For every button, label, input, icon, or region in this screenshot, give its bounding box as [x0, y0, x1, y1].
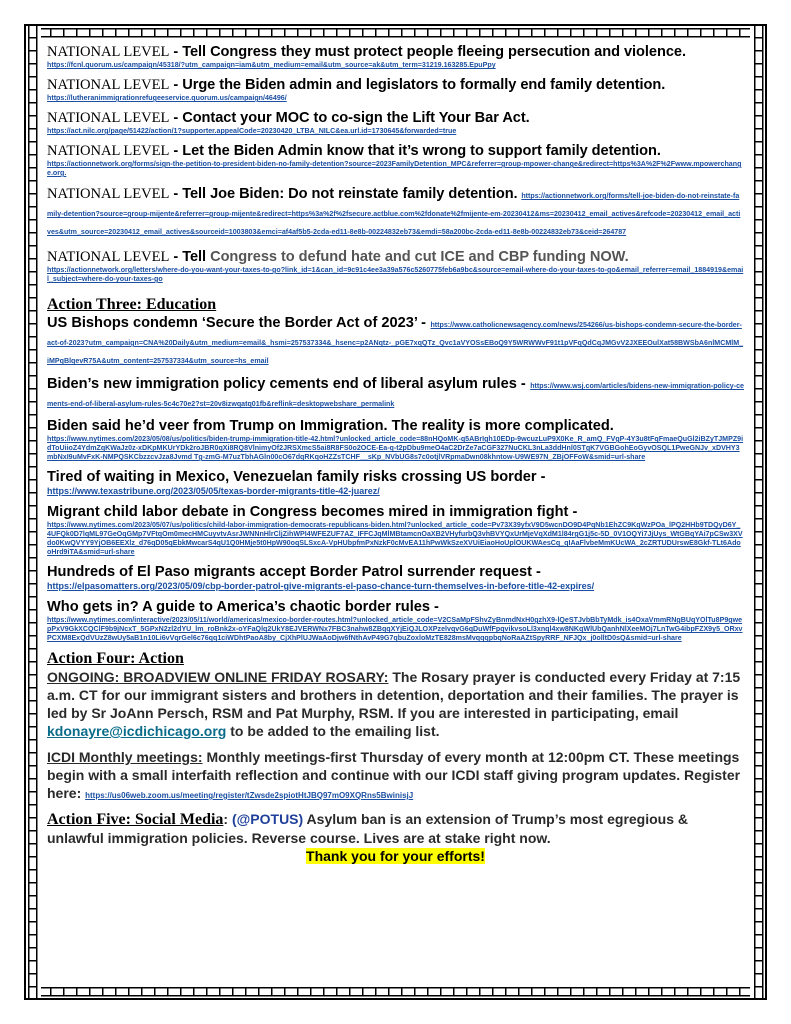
news-item [47, 469, 744, 497]
national-headline: Let the Biden Admin know that it’s wrong to support family detention. [182, 143, 661, 159]
national-headline: Urge the Biden admin and legislators to formally end family detention. [182, 77, 666, 93]
national-label: NATIONAL LEVEL [47, 110, 170, 126]
register-link[interactable]: https://us06web.zoom.us/meeting/register/tZwsde2spiotHtJBQ97mO9XQRns5BwinisjJ [85, 791, 414, 800]
news-item [47, 375, 744, 411]
news-link[interactable]: https://www.texastribune.org/2023/05/05/texas-border-migrants-title-42-juarez/ [47, 486, 380, 496]
news-link[interactable]: https://www.nytimes.com/2023/05/07/us/politics/child-labor-immigration-democrats-republicans-biden.html?unlocked_article_code=Pv73X39yfxV9D5wcnDO9D4PqNb1EhZC9KqWzPOa_lPQ2HHb9TDQyD6Y_4UFQk0D7lqML97GeOqGMp7VFtqOm0mecHMCuyvtvAsrJWNNnHlrCljZihWPI4WFEZUF7AZ_IFFCJqMlMBtamcnOaXB2VHyfurbQ3vhBVYQxUrMjeVqXdM1l84rgG1j5c-5D_0V1OQYi7JjUys_WtGBqYAi7pCSw3XVdo0KwQVYY9YjOB6EEXlz_d76qD05qEbkMwcarS4qU1Q0HMje5t0HpW90oqSLSxcA-VpHUbpfmPxNzkF0cMvEA11hPwWkSzeXVUiEiaoHoUplOUKWAesCq_qIAaFlvbeMmKUcWA_2cZRTUDUrswE8Gkf-TLt6AdooHrd9iTA&smid=url-share [47, 521, 743, 556]
flyer-content [47, 44, 744, 982]
national-headline: Congress to defund hate and cut ICE and CBP funding NOW. [210, 249, 629, 265]
news-link[interactable]: https://www.wsj.com/articles/bidens-new-immigration-policy-cements-end-of-liberal-asylum-rules-5c4c70e2?st=20v8izwqatq01fb&reflink=desktopwebshare_permalink [47, 382, 744, 408]
news-item [47, 564, 744, 592]
news-item [47, 314, 744, 368]
section-heading-social: Action Five: Social Media [47, 811, 224, 828]
icdi-paragraph: ICDI Monthly meetings: Monthly meetings-first Thursday of every month at 12:00pm CT. These meetings begin with a small interfaith reflection and continue with our ICDI staff giving program updates. Register here: https://us06web.zoom.us/meeting/register/tZwsde2spiotHtJBQ97mO9XQRns5BwinisjJ [47, 749, 741, 801]
thanks-line [47, 848, 744, 865]
news-headline: Tired of waiting in Mexico, Venezuelan family risks crossing US border - [47, 469, 546, 485]
news-headline: US Bishops condemn ‘Secure the Border Act of 2023’ - [47, 315, 426, 331]
news-headline: Who gets in? A guide to America’s chaotic border rules - [47, 599, 439, 615]
rosary-label: ONGOING: BROADVIEW ONLINE FRIDAY ROSARY: [47, 669, 389, 685]
national-item: NATIONAL LEVEL - Urge the Biden admin and legislators to formally end family detention. https://lutheranimmigrationrefugeeservice.quorum.us/campaign/46496/ [47, 77, 744, 103]
national-headline: Contact your MOC to co-sign the Lift Your Bar Act. [182, 110, 530, 126]
national-label: NATIONAL LEVEL [47, 143, 170, 159]
national-item: NATIONAL LEVEL - Tell Congress to defund hate and cut ICE and CBP funding NOW. https://actionnetwork.org/letters/where-do-you-want-your-taxes-to-go?link_id=1&can_id=9c91c4ee3a39a576c5260775feb6a9bc&source=email-where-do-your-taxes-to-go&email_referrer=email_1884919&email_subject=where-do-your-taxes-go [47, 249, 744, 283]
national-label: NATIONAL LEVEL [47, 44, 170, 60]
rosary-paragraph: ONGOING: BROADVIEW ONLINE FRIDAY ROSARY: The Rosary prayer is conducted every Friday at 7:15 a.m. CT for our immigrant sisters and brothers in detention, deportation and their families. The prayer is led by Sr JoAnn Persch, RSM and Pat Murphy, RSM. If you are interested in participating, email kdonayre@icdichicago.org to be added to the emailing list. [47, 669, 741, 739]
national-link[interactable]: https://act.nilc.org/page/51422/action/1?supporter.appealCode=20230420_LTBA_NILC&ea.url.id=1730645&forwarded=true [47, 127, 457, 135]
news-item [47, 599, 744, 643]
news-headline: Hundreds of El Paso migrants accept Border Patrol surrender request - [47, 564, 541, 580]
national-link[interactable]: https://fcnl.quorum.us/campaign/45318/?utm_campaign=iam&utm_medium=email&utm_source=ak&utm_term=31219.163285.EpuPpy [47, 61, 496, 69]
potus-handle: (@POTUS) [228, 811, 304, 827]
national-link[interactable]: https://actionnetwork.org/forms/tell-joe-biden-do-not-reinstate-family-detention?source=group-mijente&referrer=group-mijente&redirect=https%3a%2f%2fsecure.actblue.com%2fdonate%2fmijente-em-20230412&ms=20230412_email_actives&refcode=20230412_email_actives&utm_source=20230412_email_actives&sourceid=1003803&emci=af4af5b5-2cda-ed11-8e8b-00224832eb73&emdi=58a200bc-2cda-ed11-8e8b-00224832eb73&ceid=264787 [47, 192, 741, 236]
news-link[interactable]: https://www.nytimes.com/interactive/2023/05/11/world/americas/mexico-border-routes.html?unlocked_article_code=V2CSaMpFShvZyBnmdNxH0gzhX9-lQeSTJvbBbTyMdk_is4OxaVmmRNgBUqYOlTu8P9gwepPxV9GkXCQClF9b9jNcxT_5GPxN2zl2dYU_lm_roBnk2x-oYFaQlq2UkY8EJVERWNx7FBC3nahw8ZBqqXYjEiQJLOXPzelvqvG6qDuWfFpqvikvsoLl3xnql4xw8NKqWlUbQanhNlXeeMOj7LnTwG4ibpFZX9y5_ORxvPCXM8ExQdVUzZ8wUy5aB1n10Li6vVqrGel6c76qq1ciWDhtPaoA8by_CjXhPlUJWaAoDjw6fNthAvP49G7qbuZoxloMzTE828msMvqqqpbqNoRaAZtSpyRRF_NFJQx_j0olltD0sQ&smid=url-share [47, 616, 743, 642]
news-link[interactable]: https://elpasomatters.org/2023/05/09/cbp-border-patrol-give-migrants-el-paso-chance-turn-themselves-in-before-title-42-expires/ [47, 581, 595, 591]
news-headline: Biden’s new immigration policy cements end of liberal asylum rules - [47, 376, 526, 392]
section-heading-education: Action Three: Education [47, 296, 217, 313]
national-item: NATIONAL LEVEL - Contact your MOC to co-sign the Lift Your Bar Act. https://act.nilc.org/page/51422/action/1?supporter.appealCode=20230420_LTBA_NILC&ea.url.id=1730645&forwarded=true [47, 110, 744, 136]
national-link[interactable]: https://actionnetwork.org/letters/where-do-you-want-your-taxes-to-go?link_id=1&can_id=9c91c4ee3a39a576c5260775feb6a9bc&source=email-where-do-your-taxes-to-go&email_referrer=email_1884919&email_subject=where-do-your-taxes-go [47, 266, 744, 283]
national-item: NATIONAL LEVEL - Tell Congress they must protect people fleeing persecution and violence. https://fcnl.quorum.us/campaign/45318/?utm_campaign=iam&utm_medium=email&utm_source=ak&utm_term=31219.163285.EpuPpy [47, 44, 744, 70]
national-link[interactable]: https://actionnetwork.org/forms/sign-the-petition-to-president-biden-no-family-detention?source=2023FamilyDetention_MPC&referrer=group-mpower-change&redirect=https%3A%2F%2Fwww.mpowerchange.org. [47, 160, 742, 177]
news-item [47, 418, 744, 462]
national-item: NATIONAL LEVEL - Let the Biden Admin know that it’s wrong to support family detention. https://actionnetwork.org/forms/sign-the-petition-to-president-biden-no-family-detention?source=2023FamilyDetention_MPC&referrer=group-mpower-change&redirect=https%3A%2F%2Fwww.mpowerchange.org. [47, 143, 744, 178]
news-headline: Migrant child labor debate in Congress becomes mired in immigration fight - [47, 504, 578, 520]
section-heading-action: Action Four: Action [47, 650, 184, 667]
icdi-label: ICDI Monthly meetings: [47, 749, 203, 765]
national-link[interactable]: https://lutheranimmigrationrefugeeservice.quorum.us/campaign/46496/ [47, 94, 287, 102]
email-link[interactable]: kdonayre@icdichicago.org [47, 723, 227, 739]
thanks-text: Thank you for your efforts! [306, 848, 485, 864]
national-item: NATIONAL LEVEL - Tell Joe Biden: Do not reinstate family detention. https://actionnetwork.org/forms/tell-joe-biden-do-not-reinstate-family-detention?source=group-mijente&referrer=group-mijente&redirect=https%3a%2f%2fsecure.actblue.com%2fdonate%2fmijente-em-20230412&ms=20230412_email_actives&refcode=20230412_email_actives&utm_source=20230412_email_actives&sourceid=1003803&emci=af4af5b5-2cda-ed11-8e8b-00224832eb73&emdi=58a200bc-2cda-ed11-8e8b-00224832eb73&ceid=264787 [47, 185, 741, 236]
national-label: NATIONAL LEVEL [47, 186, 170, 202]
national-label: NATIONAL LEVEL [47, 249, 170, 265]
news-item [47, 504, 744, 557]
news-link[interactable]: https://www.nytimes.com/2023/05/08/us/politics/biden-trump-immigration-title-42.html?unlocked_article_code=88nHQoMK-q5ABrIgh10EDp-9wcuzLuP9X0Ke_R_amQ_FVgP-4Y3u8tFqFmaeQuGl2iBZyTJMPZ9idToUiioZ4YdmZqKWaJz0z-xDKpMKUrYDk2roJBR0qXi8RQ8VlnimyOf2JRSXmcS5ai8R8FS0o2OCE-Ea-q-t2pDbu9meO4aC2DrZe7aCGF327NuCKL3nLa3ddHnl0STgK7VGBGohEoGyvOSQL1PweGNJv_xDVHY3mbNxI9uMvFxK-NMPQSKCbzzcvJza8Jvmd Tg-zmG-M7uzTbhAGln00cO67dqRKqoHZZsTCHF__sKp_NVbUG8s7c0otjlVRpmaDwn08khntow-U9WE97N_ZBjOFFoW&smid=url-share [47, 435, 744, 461]
national-label: NATIONAL LEVEL [47, 77, 170, 93]
national-headline: Tell Joe Biden: Do not reinstate family detention [182, 186, 514, 202]
news-link[interactable]: https://www.catholicnewsagency.com/news/254266/us-bishops-condemn-secure-the-border-act-of-2023?utm_campaign=CNA%20Daily&utm_medium=email&_hsmi=257537334&_hsenc=p2ANqtz-_pGE7xqQTz_Qvc1aVYOSsEBoQ9Y5WRWWvF91t1pVFqQdCqJMGvV2JXEEOulXat58BWSbA6nlMCMlM_iMPqBlqevR75A&utm_content=257537334&utm_source=hs_email [47, 321, 744, 365]
national-headline: Tell Congress they must protect people fleeing persecution and violence. [182, 44, 686, 60]
news-headline: Biden said he’d veer from Trump on Immigration. The reality is more complicated. [47, 418, 614, 434]
social-paragraph: Action Five: Social Media: (@POTUS) Asylum ban is an extension of Trump’s most egregious & unlawful immigration policies. Reverse course. Lives are at stake right now. [47, 811, 689, 846]
